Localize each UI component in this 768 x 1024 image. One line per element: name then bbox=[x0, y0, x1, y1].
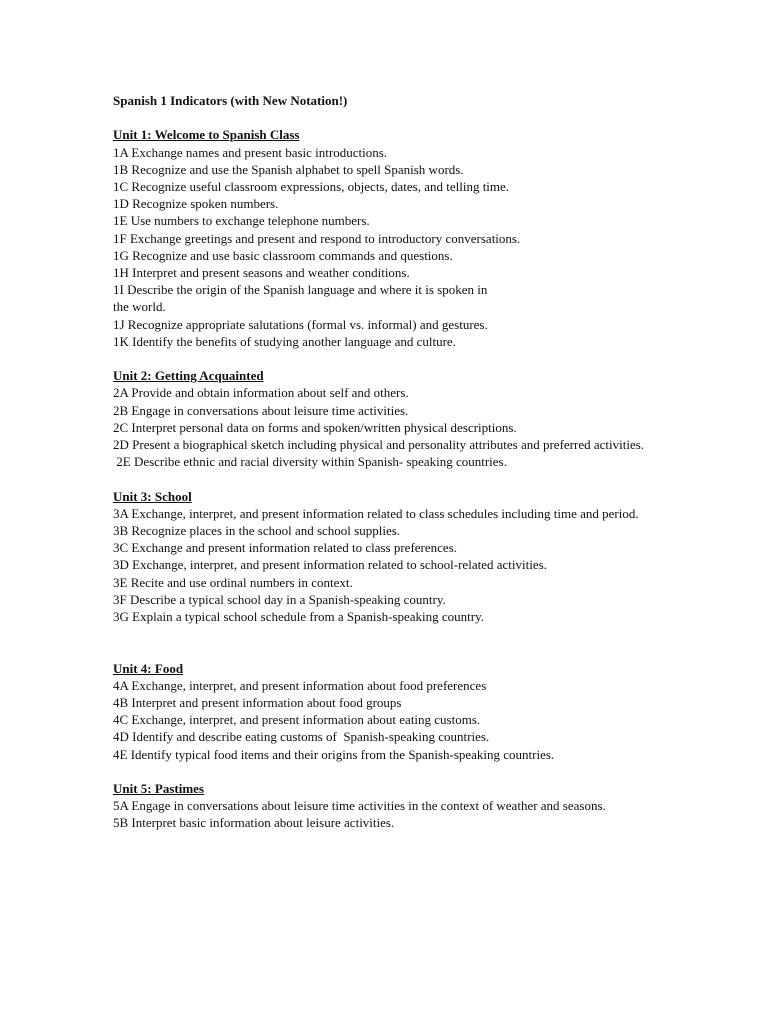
indicator-item: 4B Interpret and present information about food groups bbox=[113, 695, 402, 711]
unit-heading: Unit 3: School bbox=[113, 488, 192, 504]
indicator-item: 3C Exchange and present information related to class preferences. bbox=[113, 540, 457, 556]
unit-heading: Unit 1: Welcome to Spanish Class bbox=[113, 127, 300, 143]
indicator-item: 1K Identify the benefits of studying another language and culture. bbox=[113, 333, 456, 349]
spacer bbox=[113, 350, 653, 367]
indicator-item: 4C Exchange, interpret, and present information about eating customs. bbox=[113, 712, 481, 728]
spacer bbox=[113, 763, 653, 780]
indicator-item: 1H Interpret and present seasons and weather conditions. bbox=[113, 265, 410, 281]
spacer bbox=[113, 470, 653, 487]
indicator-item: 1D Recognize spoken numbers. bbox=[113, 196, 279, 212]
indicator-item: 4E Identify typical food items and their origins from the Spanish-speaking countries. bbox=[113, 746, 555, 762]
indicator-item: 2A Provide and obtain information about self and others. bbox=[113, 385, 409, 401]
indicator-item: 3G Explain a typical school schedule from a Spanish-speaking country. bbox=[113, 609, 485, 625]
indicator-item: 1A Exchange names and present basic introductions. bbox=[113, 144, 388, 160]
unit-heading: Unit 5: Pastimes bbox=[113, 781, 204, 797]
indicator-item: 3A Exchange, interpret, and present information related to class schedules including time and period. bbox=[113, 505, 639, 521]
unit-heading: Unit 4: Food bbox=[113, 660, 184, 676]
indicator-item: 3F Describe a typical school day in a Spanish-speaking country. bbox=[113, 591, 446, 607]
indicator-item: 1F Exchange greetings and present and respond to introductory conversations. bbox=[113, 230, 521, 246]
indicator-item: 5A Engage in conversations about leisure time activities in the context of weather and seasons. bbox=[113, 798, 606, 814]
indicator-item: 4A Exchange, interpret, and present information about food preferences bbox=[113, 677, 487, 693]
indicator-item: 3E Recite and use ordinal numbers in context. bbox=[113, 574, 353, 590]
indicator-item: 3B Recognize places in the school and school supplies. bbox=[113, 523, 401, 539]
indicator-item: 1J Recognize appropriate salutations (formal vs. informal) and gestures. bbox=[113, 316, 488, 332]
indicator-item: 1I Describe the origin of the Spanish language and where it is spoken in the world. bbox=[113, 282, 488, 315]
indicator-item: 1E Use numbers to exchange telephone numbers. bbox=[113, 213, 370, 229]
indicator-item: 2E Describe ethnic and racial diversity within Spanish- speaking countries. bbox=[113, 454, 507, 470]
indicator-item: 1B Recognize and use the Spanish alphabet to spell Spanish words. bbox=[113, 161, 464, 177]
document-body bbox=[113, 92, 653, 832]
indicator-item: 4D Identify and describe eating customs of Spanish-speaking countries. bbox=[113, 729, 490, 745]
spacer bbox=[113, 642, 653, 659]
indicator-item: 1C Recognize useful classroom expressions, objects, dates, and telling time. bbox=[113, 179, 510, 194]
indicator-item: 1G Recognize and use basic classroom commands and questions. bbox=[113, 247, 453, 263]
indicator-item: 2B Engage in conversations about leisure time activities. bbox=[113, 402, 409, 418]
indicator-item: 5B Interpret basic information about leisure activities. bbox=[113, 815, 395, 831]
indicator-item: 2D Present a biographical sketch including physical and personality attributes and preferred activities. bbox=[113, 437, 645, 453]
indicator-item: 3D Exchange, interpret, and present information related to school-related activities. bbox=[113, 557, 547, 573]
unit-heading: Unit 2: Getting Acquainted bbox=[113, 368, 264, 384]
spacer bbox=[113, 625, 653, 642]
spacer bbox=[113, 109, 653, 126]
document-title: Spanish 1 Indicators (with New Notation!) bbox=[113, 93, 348, 108]
indicator-item: 2C Interpret personal data on forms and spoken/written physical descriptions. bbox=[113, 419, 517, 435]
